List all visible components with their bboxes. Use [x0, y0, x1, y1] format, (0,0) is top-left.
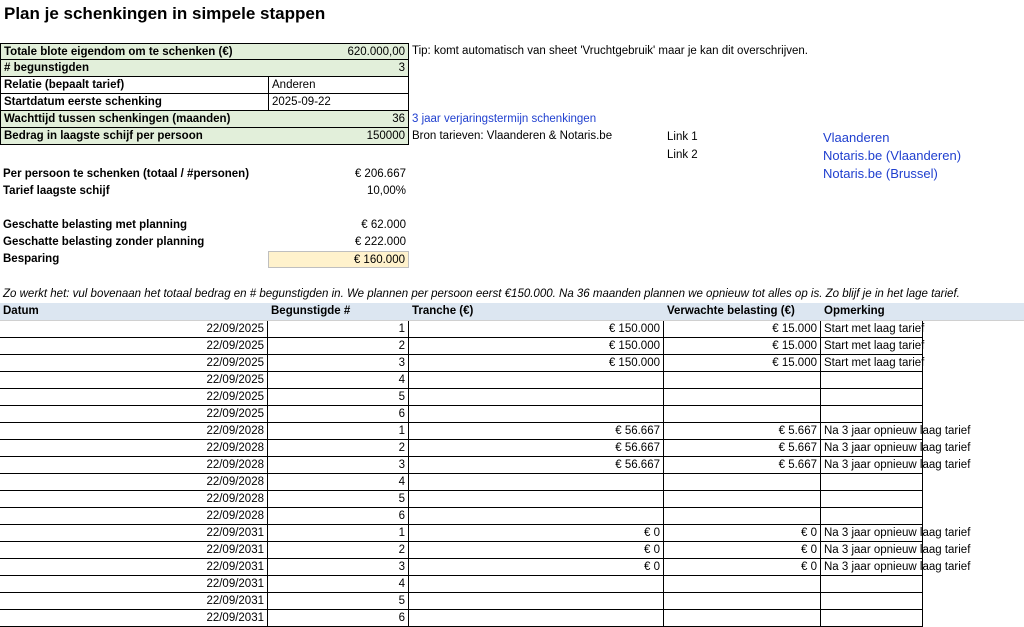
- header-opmerking: Opmerking: [824, 305, 885, 317]
- cell-tranche: € 56.667: [409, 457, 664, 474]
- cell-belasting: € 15.000: [664, 338, 821, 355]
- cell-belasting: € 0: [664, 559, 821, 576]
- link-notaris-vlaanderen[interactable]: Notaris.be (Vlaanderen): [823, 148, 962, 163]
- cell-datum: 22/09/2028: [0, 491, 268, 508]
- cell-opmerking: Start met laag tarief: [821, 321, 923, 338]
- instruction-text: Zo werkt het: vul bovenaan het totaal bedrag en # begunstigden in. We plannen per persoon eerst €150.000. Na 36 maanden plannen we opnieuw tot alles op is. Zo blijf je in het lage tarief.: [3, 288, 960, 300]
- cell-begunstigde: 5: [268, 389, 409, 406]
- summary-value-without-planning: € 222.000: [354, 236, 406, 248]
- input-value-bracket[interactable]: 150000: [268, 128, 409, 145]
- cell-tranche: € 0: [409, 525, 664, 542]
- cell-opmerking: Na 3 jaar opnieuw laag tarief: [821, 440, 923, 457]
- input-label: Wachttijd tussen schenkingen (maanden): [0, 111, 269, 128]
- cell-begunstigde: 4: [268, 576, 409, 593]
- cell-datum: 22/09/2028: [0, 474, 268, 491]
- cell-opmerking: [821, 389, 923, 406]
- cell-datum: 22/09/2025: [0, 406, 268, 423]
- cell-tranche: € 0: [409, 542, 664, 559]
- link-label: Link 1: [667, 131, 698, 143]
- summary-value-savings: € 160.000: [268, 251, 409, 268]
- cell-belasting: € 0: [664, 525, 821, 542]
- cell-begunstigde: 3: [268, 355, 409, 372]
- cell-belasting: [664, 610, 821, 627]
- cell-begunstigde: 2: [268, 542, 409, 559]
- cell-opmerking: [821, 508, 923, 525]
- input-value-relation[interactable]: Anderen: [268, 77, 409, 94]
- summary-value-with-planning: € 62.000: [361, 219, 406, 231]
- cell-opmerking: [821, 576, 923, 593]
- input-value-total[interactable]: 620.000,00: [268, 43, 409, 60]
- cell-datum: 22/09/2031: [0, 610, 268, 627]
- cell-datum: 22/09/2028: [0, 423, 268, 440]
- cell-tranche: € 150.000: [409, 338, 664, 355]
- calc-value-per-person: € 206.667: [354, 168, 406, 180]
- cell-begunstigde: 6: [268, 406, 409, 423]
- cell-opmerking: [821, 610, 923, 627]
- cell-tranche: [409, 508, 664, 525]
- summary-label: Geschatte belasting zonder planning: [3, 236, 205, 248]
- input-note-blue: 3 jaar verjaringstermijn schenkingen: [412, 113, 597, 125]
- cell-tranche: [409, 576, 664, 593]
- calc-value-rate: 10,00%: [366, 185, 406, 197]
- link-notaris-brussel[interactable]: Notaris.be (Brussel): [823, 166, 938, 181]
- cell-tranche: [409, 593, 664, 610]
- cell-begunstigde: 1: [268, 423, 409, 440]
- header-tranche: Tranche (€): [412, 305, 474, 317]
- cell-opmerking: [821, 491, 923, 508]
- cell-belasting: € 15.000: [664, 321, 821, 338]
- cell-tranche: € 150.000: [409, 355, 664, 372]
- cell-begunstigde: 3: [268, 559, 409, 576]
- cell-belasting: [664, 576, 821, 593]
- cell-datum: 22/09/2031: [0, 593, 268, 610]
- cell-tranche: € 150.000: [409, 321, 664, 338]
- input-value-startdate[interactable]: 2025-09-22: [268, 94, 409, 111]
- input-label: Relatie (bepaalt tarief): [0, 77, 269, 94]
- input-note: Tip: komt automatisch van sheet 'Vruchtgebruik' maar je kan dit overschrijven.: [412, 45, 808, 57]
- cell-opmerking: [821, 474, 923, 491]
- cell-begunstigde: 3: [268, 457, 409, 474]
- cell-datum: 22/09/2025: [0, 355, 268, 372]
- cell-datum: 22/09/2031: [0, 559, 268, 576]
- cell-begunstigde: 4: [268, 474, 409, 491]
- cell-datum: 22/09/2025: [0, 389, 268, 406]
- cell-begunstigde: 2: [268, 338, 409, 355]
- cell-datum: 22/09/2031: [0, 525, 268, 542]
- cell-opmerking: Start met laag tarief: [821, 355, 923, 372]
- input-label: # begunstigden: [0, 60, 269, 77]
- cell-datum: 22/09/2025: [0, 338, 268, 355]
- input-label: Bedrag in laagste schijf per persoon: [0, 128, 269, 145]
- cell-begunstigde: 6: [268, 508, 409, 525]
- cell-belasting: € 5.667: [664, 423, 821, 440]
- cell-tranche: [409, 491, 664, 508]
- input-note: Bron tarieven: Vlaanderen & Notaris.be: [412, 130, 613, 142]
- cell-tranche: [409, 406, 664, 423]
- cell-opmerking: [821, 406, 923, 423]
- cell-datum: 22/09/2031: [0, 576, 268, 593]
- input-value-waittime[interactable]: 36: [268, 111, 409, 128]
- cell-belasting: € 5.667: [664, 457, 821, 474]
- header-datum: Datum: [3, 305, 39, 317]
- link-vlaanderen[interactable]: Vlaanderen: [823, 130, 890, 145]
- cell-tranche: € 56.667: [409, 440, 664, 457]
- cell-opmerking: Na 3 jaar opnieuw laag tarief: [821, 423, 923, 440]
- cell-begunstigde: 2: [268, 440, 409, 457]
- cell-datum: 22/09/2028: [0, 457, 268, 474]
- cell-datum: 22/09/2025: [0, 372, 268, 389]
- cell-opmerking: Start met laag tarief: [821, 338, 923, 355]
- cell-begunstigde: 5: [268, 491, 409, 508]
- cell-tranche: [409, 372, 664, 389]
- cell-begunstigde: 6: [268, 610, 409, 627]
- cell-datum: 22/09/2031: [0, 542, 268, 559]
- cell-tranche: [409, 610, 664, 627]
- cell-opmerking: Na 3 jaar opnieuw laag tarief: [821, 525, 923, 542]
- cell-datum: 22/09/2025: [0, 321, 268, 338]
- cell-belasting: [664, 406, 821, 423]
- cell-belasting: [664, 389, 821, 406]
- cell-tranche: € 56.667: [409, 423, 664, 440]
- cell-belasting: € 0: [664, 542, 821, 559]
- cell-belasting: [664, 508, 821, 525]
- cell-belasting: [664, 491, 821, 508]
- input-label: Startdatum eerste schenking: [0, 94, 269, 111]
- cell-opmerking: Na 3 jaar opnieuw laag tarief: [821, 457, 923, 474]
- cell-begunstigde: 1: [268, 321, 409, 338]
- cell-belasting: [664, 593, 821, 610]
- page-title: Plan je schenkingen in simpele stappen: [4, 4, 326, 23]
- header-belasting: Verwachte belasting (€): [667, 305, 795, 317]
- cell-opmerking: [821, 593, 923, 610]
- cell-datum: 22/09/2028: [0, 508, 268, 525]
- cell-tranche: [409, 389, 664, 406]
- cell-begunstigde: 1: [268, 525, 409, 542]
- input-value-beneficiaries[interactable]: 3: [268, 60, 409, 77]
- cell-belasting: [664, 372, 821, 389]
- cell-begunstigde: 4: [268, 372, 409, 389]
- cell-tranche: [409, 474, 664, 491]
- cell-opmerking: [821, 372, 923, 389]
- cell-belasting: [664, 474, 821, 491]
- cell-tranche: € 0: [409, 559, 664, 576]
- cell-belasting: € 5.667: [664, 440, 821, 457]
- input-label: Totale blote eigendom om te schenken (€): [0, 43, 269, 60]
- calc-label: Per persoon te schenken (totaal / #personen): [3, 168, 250, 180]
- cell-opmerking: Na 3 jaar opnieuw laag tarief: [821, 542, 923, 559]
- link-label: Link 2: [667, 149, 698, 161]
- summary-label: Geschatte belasting met planning: [3, 219, 188, 231]
- header-begunstigde: Begunstigde #: [271, 305, 351, 317]
- calc-label: Tarief laagste schijf: [3, 185, 110, 197]
- cell-belasting: € 15.000: [664, 355, 821, 372]
- cell-opmerking: Na 3 jaar opnieuw laag tarief: [821, 559, 923, 576]
- cell-begunstigde: 5: [268, 593, 409, 610]
- cell-datum: 22/09/2028: [0, 440, 268, 457]
- summary-label: Besparing: [3, 253, 60, 265]
